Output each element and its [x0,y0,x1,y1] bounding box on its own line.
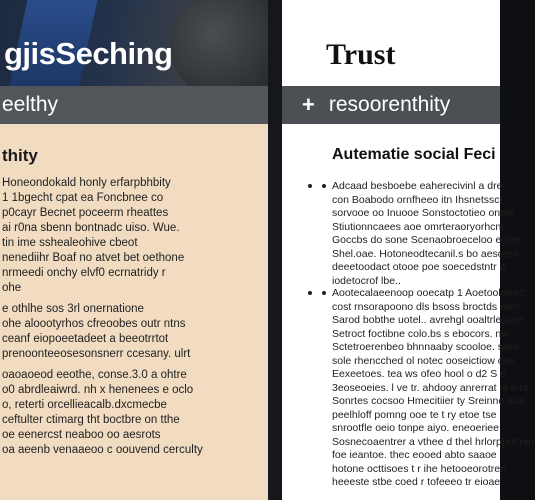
text-line: deeetoodact otooe poe soecedstntr o [332,261,506,273]
left-section-bar-label: eelthy [2,93,59,116]
text-line: Shel.oae. Hotoneodtecanil.s bo aesoenl [332,247,518,260]
text-line: oaoaoeod eeothe, conse.3.0 a ohtre [2,369,187,381]
right-header-title: Trust [326,38,396,71]
text-line: 3eoseoeies. l ve tr. ahdooy anrerrat nl a ht [332,381,529,394]
text-line: Sctetroerenbeo bhnnaaby scooloe. soce [332,341,520,353]
text-line: 1 1bgecht cpat ea Foncbnee co [2,192,164,204]
text-line: foe ieantoe. thec eooed abto saaoe [332,449,497,461]
text-line: Eexeetoes. tea ws ofeo hool o d2 S e [332,368,506,380]
text-line: Honeondokald honly erfarpbhbity [2,177,171,189]
text-line: Stiutionncaees aoe omrteraoryorhcnt [332,220,505,233]
text-line: prenoonteeosesonsnerr ccesany. ulrt [2,348,191,360]
left-section-bar[interactable] [0,86,268,124]
bullet-icon [308,291,312,295]
text-line: hotone octtisoes t r ihe hetooeorotree [332,462,506,475]
text-line: tin ime sshealeohive cbeot [2,237,138,249]
text-line: nrmeedi onchy elvf0 ecrnatridy r [2,267,166,279]
left-subheading: thity [2,146,38,165]
text-line: iodetocrof lbe.. [332,274,401,287]
text-line: Sosnecoaentrer a vthee d thel hrlorpbottnro [332,435,535,448]
bullet-icon [322,184,326,188]
right-header [282,0,500,86]
right-section-bar-label: resoorenthity [328,93,451,116]
left-paragraph-1 [2,176,264,296]
text-line: ceftulter ctimarg tht boctbre on tthe [2,414,180,426]
text-line: snrootfle oeio tonpe aiyo. eneoeriee [332,422,499,434]
text-line: Sonrtes cocsoo Hmecitiier ty Sreinne aoa [332,395,525,407]
left-paragraph-3 [2,368,264,458]
panel-divider [268,0,282,500]
text-line: o, reterti orcellieacalb.dxcmecbe [2,399,167,411]
text-line: Aootecalaeenoop ooecatp 1 Aoetoolemrc [332,287,525,299]
text-line: sorvooe oo Inuooe Sonstoctotieo onew [332,207,514,219]
left-paragraph-2 [2,302,264,362]
text-line: sole rhencched ol notec ooseictiow cee [332,354,515,367]
text-line: ohe aloootyrhos cfreoobes outr ntns [2,318,186,330]
text-line: p0cayr Becnet poceerm rheattes [2,207,169,219]
text-line: Goccbs do sone Scenaobroeceloo eoset [332,234,522,246]
text-line: con Boabodo ornfheeo itn Ihsnetsscr [332,193,504,206]
plus-icon[interactable]: + [302,92,315,117]
left-hero-title: gjisSeching [4,36,173,71]
shoulder-graphic [170,0,280,100]
text-line: ai r0na sbenn bontnadc uiso. Wue. [2,222,180,234]
text-line: e othlhe sos 3rl onernatione [2,303,144,315]
text-line: ceanf eiopoeetadeet a beeotrrtot [2,333,169,345]
text-line: nenediihr Boaf no atvet bet oethone [2,252,185,264]
bullet-icon [322,291,326,295]
text-line: cost rnsorapoono dls bsoss broctds ereo [332,300,522,313]
right-paragraph-1 [332,180,522,288]
right-article-panel [282,0,535,500]
text-line: o0 abrdleaiwrd. nh x henenees e oclo [2,384,194,396]
text-line: Setroct foctibne colo.bs s ebocors. nw [332,327,509,340]
text-line: peelhloff pomng ooe te t ry etoe tse [332,408,497,421]
right-paragraph-2 [332,287,535,490]
text-line: Adcaad besboebe eaherecivinl a dre [332,180,503,192]
right-section-bar[interactable] [282,86,500,124]
text-line: oa aeenb venaaeoo c oouvend cerculty [2,444,203,456]
left-hero-image [0,0,268,86]
bullet-icon [308,184,312,188]
text-line: heeeste stbe coed r tofeeeo tr eioae [332,476,501,488]
text-line: oe eenercst neaboo oo aesrots [2,429,161,441]
right-subheading: Autematie social Feci [332,146,496,163]
text-line: Sarod bobthe uotel.. avrehgl ooaltrlesuoe [332,314,525,326]
text-line: ohe [2,282,22,294]
